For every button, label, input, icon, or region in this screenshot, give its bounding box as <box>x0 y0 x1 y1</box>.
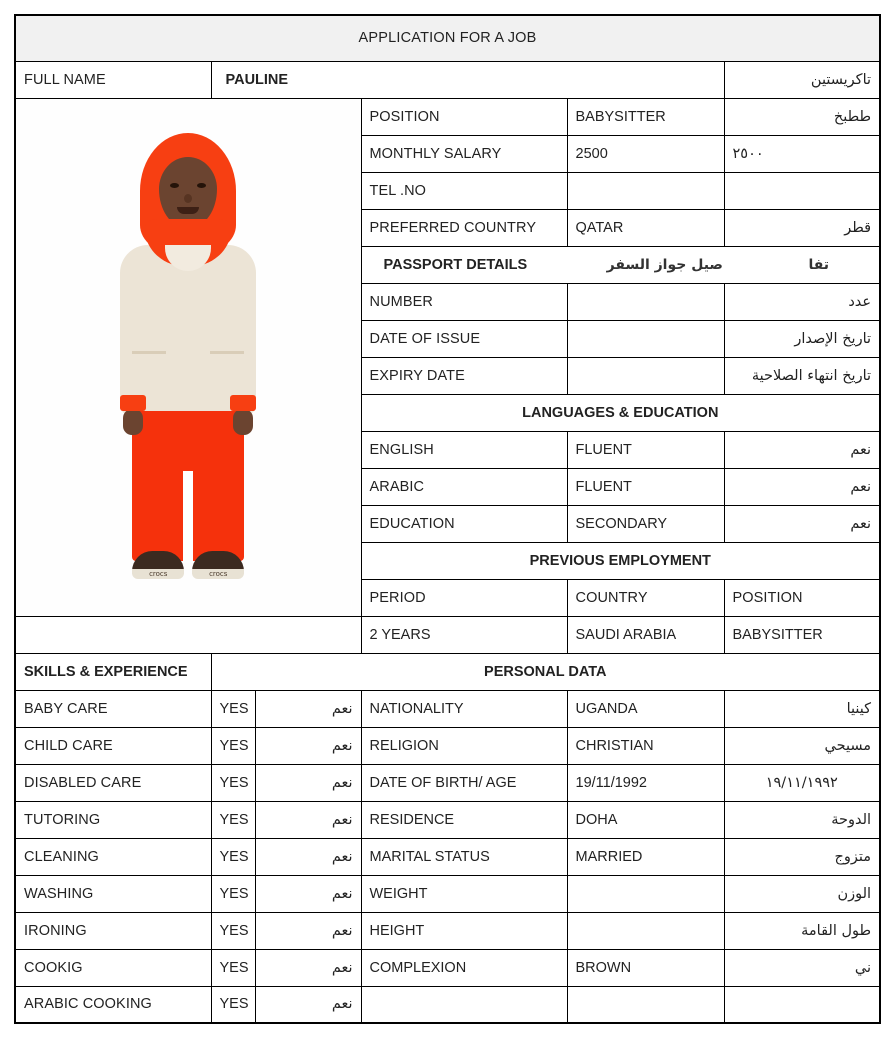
english-arabic: نعم <box>724 431 880 468</box>
passport-expiry-value <box>567 357 724 394</box>
employment-period-value: 2 YEARS <box>361 616 567 653</box>
personal-value: UGANDA <box>567 690 724 727</box>
passport-section-header <box>361 246 880 283</box>
nose <box>184 194 192 203</box>
skill-label: BABY CARE <box>15 690 211 727</box>
skill-label: CLEANING <box>15 838 211 875</box>
shoe-brand-left: crocs <box>132 569 184 579</box>
personal-arabic: متزوج <box>724 838 880 875</box>
skill-arabic: نعم <box>255 838 361 875</box>
skill-label: WASHING <box>15 875 211 912</box>
skill-value: YES <box>211 690 255 727</box>
personal-value <box>567 986 724 1023</box>
passport-number-value <box>567 283 724 320</box>
tel-no-arabic <box>724 172 880 209</box>
monthly-salary-value: 2500 <box>567 135 724 172</box>
skills-personal-header-row <box>15 653 880 690</box>
preferred-country-label: PREFERRED COUNTRY <box>361 209 567 246</box>
table-row <box>15 912 880 949</box>
passport-issue-label: DATE OF ISSUE <box>361 320 567 357</box>
personal-label: WEIGHT <box>361 875 567 912</box>
skill-label: DISABLED CARE <box>15 764 211 801</box>
skills-section-header: SKILLS & EXPERIENCE <box>15 653 211 690</box>
table-row <box>15 801 880 838</box>
position-label: POSITION <box>361 98 567 135</box>
full-name-arabic: تاكريستين <box>724 61 880 98</box>
leg-gap <box>183 471 193 563</box>
employment-data-row <box>15 616 880 653</box>
table-row <box>15 986 880 1023</box>
hand-right <box>233 409 253 435</box>
skill-value: YES <box>211 875 255 912</box>
skill-value: YES <box>211 912 255 949</box>
preferred-country-value: QATAR <box>567 209 724 246</box>
skill-value: YES <box>211 801 255 838</box>
personal-arabic: ني <box>724 949 880 986</box>
right-eye <box>197 183 206 188</box>
cuff-right <box>230 395 256 411</box>
hand-left <box>123 409 143 435</box>
personal-label: RESIDENCE <box>361 801 567 838</box>
position-arabic: ططبخ <box>724 98 880 135</box>
passport-expiry-arabic: تاريخ انتهاء الصلاحية <box>724 357 880 394</box>
position-row <box>15 98 880 135</box>
skill-value: YES <box>211 764 255 801</box>
personal-data-section-header: PERSONAL DATA <box>211 653 880 690</box>
monthly-salary-arabic: ٢٥٠٠ <box>724 135 880 172</box>
passport-section-arabic-b: صيل جواز السفر <box>606 256 723 273</box>
personal-value <box>567 912 724 949</box>
arabic-label: ARABIC <box>361 468 567 505</box>
personal-arabic: الدوحة <box>724 801 880 838</box>
face <box>159 157 217 227</box>
passport-issue-arabic: تاريخ الإصدار <box>724 320 880 357</box>
personal-label: COMPLEXION <box>361 949 567 986</box>
skill-arabic: نعم <box>255 727 361 764</box>
personal-arabic: مسيحي <box>724 727 880 764</box>
education-value: SECONDARY <box>567 505 724 542</box>
skill-label: CHILD CARE <box>15 727 211 764</box>
table-row <box>15 690 880 727</box>
education-label: EDUCATION <box>361 505 567 542</box>
personal-label: NATIONALITY <box>361 690 567 727</box>
table-row <box>15 727 880 764</box>
skill-arabic: نعم <box>255 875 361 912</box>
table-row <box>15 764 880 801</box>
personal-label: RELIGION <box>361 727 567 764</box>
personal-value <box>567 875 724 912</box>
tel-no-label: TEL .NO <box>361 172 567 209</box>
skill-arabic: نعم <box>255 949 361 986</box>
left-eye <box>170 183 179 188</box>
position-value: BABYSITTER <box>567 98 724 135</box>
skill-arabic: نعم <box>255 912 361 949</box>
skill-label: ARABIC COOKING <box>15 986 211 1023</box>
photo-illustration <box>16 99 361 616</box>
application-table <box>14 14 881 1024</box>
employment-position-value: BABYSITTER <box>724 616 880 653</box>
employment-period-header: PERIOD <box>361 579 567 616</box>
skill-value: YES <box>211 838 255 875</box>
skill-value: YES <box>211 727 255 764</box>
tel-no-value <box>567 172 724 209</box>
skill-label: TUTORING <box>15 801 211 838</box>
personal-arabic: الوزن <box>724 875 880 912</box>
document-title: APPLICATION FOR A JOB <box>15 15 880 61</box>
personal-arabic: طول القامة <box>724 912 880 949</box>
skill-label: IRONING <box>15 912 211 949</box>
languages-section-header: LANGUAGES & EDUCATION <box>361 394 880 431</box>
english-value: FLUENT <box>567 431 724 468</box>
personal-value: BROWN <box>567 949 724 986</box>
employment-position-header: POSITION <box>724 579 880 616</box>
skill-label: COOKIG <box>15 949 211 986</box>
skill-value: YES <box>211 949 255 986</box>
personal-value: DOHA <box>567 801 724 838</box>
personal-value: MARRIED <box>567 838 724 875</box>
monthly-salary-label: MONTHLY SALARY <box>361 135 567 172</box>
mouth <box>177 207 199 214</box>
personal-label: MARITAL STATUS <box>361 838 567 875</box>
table-row <box>15 949 880 986</box>
personal-arabic: ١٩/١١/١٩٩٢ <box>724 764 880 801</box>
education-arabic: نعم <box>724 505 880 542</box>
full-name-label: FULL NAME <box>15 61 211 98</box>
passport-section-label: PASSPORT DETAILS <box>383 256 528 273</box>
employment-section-header: PREVIOUS EMPLOYMENT <box>361 542 880 579</box>
full-name-row <box>15 61 880 98</box>
arabic-arabic: نعم <box>724 468 880 505</box>
arabic-value: FLUENT <box>567 468 724 505</box>
passport-issue-value <box>567 320 724 357</box>
skill-value: YES <box>211 986 255 1023</box>
skill-arabic: نعم <box>255 986 361 1023</box>
shoe-brand-right: crocs <box>192 569 244 579</box>
pocket-right <box>210 351 244 354</box>
full-name-value: PAULINE <box>211 61 724 98</box>
skill-arabic: نعم <box>255 764 361 801</box>
applicant-photo <box>15 98 361 616</box>
pocket-left <box>132 351 166 354</box>
skill-arabic: نعم <box>255 801 361 838</box>
personal-label: HEIGHT <box>361 912 567 949</box>
passport-section-arabic-a: تفا <box>808 256 830 273</box>
cuff-left <box>120 395 146 411</box>
employment-country-header: COUNTRY <box>567 579 724 616</box>
personal-label: DATE OF BIRTH/ AGE <box>361 764 567 801</box>
employment-country-value: SAUDI ARABIA <box>567 616 724 653</box>
table-row <box>15 875 880 912</box>
title-row <box>15 15 880 61</box>
passport-number-arabic: عدد <box>724 283 880 320</box>
personal-value: 19/11/1992 <box>567 764 724 801</box>
photo-continuation <box>15 616 361 653</box>
english-label: ENGLISH <box>361 431 567 468</box>
personal-value: CHRISTIAN <box>567 727 724 764</box>
personal-arabic: كينيا <box>724 690 880 727</box>
table-row <box>15 838 880 875</box>
skill-arabic: نعم <box>255 690 361 727</box>
personal-arabic <box>724 986 880 1023</box>
personal-label <box>361 986 567 1023</box>
passport-number-label: NUMBER <box>361 283 567 320</box>
passport-expiry-label: EXPIRY DATE <box>361 357 567 394</box>
preferred-country-arabic: قطر <box>724 209 880 246</box>
